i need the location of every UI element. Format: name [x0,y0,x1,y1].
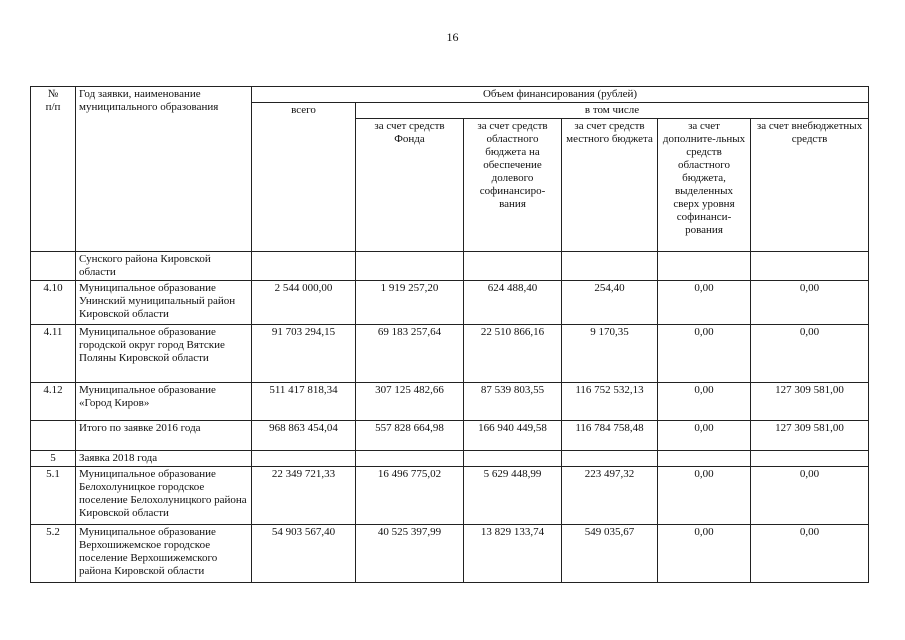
row-num: 5.1 [31,467,76,525]
row-local [562,451,658,467]
row-fund [356,252,464,281]
row-name: Муниципальное образование Верхошижемское городское поселение Верхошижемского района Кировской области [76,525,252,583]
funding-table [30,86,869,583]
row-total: 968 863 454,04 [252,421,356,451]
header-including: в том числе [356,103,869,119]
row-extra-budget [751,252,869,281]
row-num: 4.12 [31,383,76,421]
header-regional-share: за счет средств областного бюджета на обеспечение долевого софинансиро-вания [464,119,562,252]
row-regional-share: 13 829 133,74 [464,525,562,583]
table-row-section [31,451,869,467]
row-name: Муниципальное образование Унинский муниципальный район Кировской области [76,281,252,325]
row-regional-extra: 0,00 [658,421,751,451]
table-row-total [31,421,869,451]
row-name: Сунского района Кировской области [76,252,252,281]
row-extra-budget: 0,00 [751,525,869,583]
header-funding-title: Объем финансирования (рублей) [252,87,869,103]
table-row [31,281,869,325]
row-extra-budget: 0,00 [751,325,869,383]
header-extra-budget: за счет внебюджетных средств [751,119,869,252]
header-num: № п/п [31,87,76,252]
row-total: 511 417 818,34 [252,383,356,421]
row-name: Муниципальное образование городской округ город Вятские Поляны Кировской области [76,325,252,383]
row-num [31,421,76,451]
row-regional-share: 5 629 448,99 [464,467,562,525]
row-regional-share: 22 510 866,16 [464,325,562,383]
row-local: 549 035,67 [562,525,658,583]
row-fund [356,451,464,467]
table-row [31,525,869,583]
row-name: Итого по заявке 2016 года [76,421,252,451]
row-regional-extra: 0,00 [658,325,751,383]
row-regional-share [464,252,562,281]
header-local: за счет средств местного бюджета [562,119,658,252]
header-regional-extra: за счет дополните-льных средств областного бюджета, выделенных сверх уровня софинанси-рования [658,119,751,252]
row-name: Заявка 2018 года [76,451,252,467]
row-regional-extra: 0,00 [658,467,751,525]
row-name: Муниципальное образование Белохолуницкое городское поселение Белохолуницкого района Кировской области [76,467,252,525]
row-local [562,252,658,281]
page-number: 16 [446,30,459,44]
row-regional-extra [658,252,751,281]
header-fund: за счет средств Фонда [356,119,464,252]
row-local: 9 170,35 [562,325,658,383]
table-row [31,252,869,281]
row-total: 22 349 721,33 [252,467,356,525]
table-row [31,325,869,383]
row-name: Муниципальное образование «Город Киров» [76,383,252,421]
row-local: 116 752 532,13 [562,383,658,421]
row-total: 91 703 294,15 [252,325,356,383]
row-regional-extra [658,451,751,467]
row-fund: 307 125 482,66 [356,383,464,421]
row-regional-share [464,451,562,467]
row-num: 5.2 [31,525,76,583]
row-fund: 69 183 257,64 [356,325,464,383]
row-extra-budget: 0,00 [751,467,869,525]
row-fund: 1 919 257,20 [356,281,464,325]
row-local: 223 497,32 [562,467,658,525]
row-regional-share: 166 940 449,58 [464,421,562,451]
table-row [31,467,869,525]
row-num: 4.10 [31,281,76,325]
row-total [252,252,356,281]
row-total: 2 544 000,00 [252,281,356,325]
row-fund: 16 496 775,02 [356,467,464,525]
row-regional-share: 624 488,40 [464,281,562,325]
row-local: 254,40 [562,281,658,325]
table-row [31,383,869,421]
row-extra-budget: 0,00 [751,281,869,325]
row-num: 4.11 [31,325,76,383]
row-extra-budget [751,451,869,467]
row-fund: 40 525 397,99 [356,525,464,583]
row-total [252,451,356,467]
row-extra-budget: 127 309 581,00 [751,383,869,421]
row-num [31,252,76,281]
row-extra-budget: 127 309 581,00 [751,421,869,451]
row-regional-extra: 0,00 [658,281,751,325]
row-fund: 557 828 664,98 [356,421,464,451]
header-total: всего [252,103,356,252]
row-num: 5 [31,451,76,467]
row-total: 54 903 567,40 [252,525,356,583]
header-name: Год заявки, наименование муниципального образования [76,87,252,252]
row-regional-share: 87 539 803,55 [464,383,562,421]
row-regional-extra: 0,00 [658,525,751,583]
row-local: 116 784 758,48 [562,421,658,451]
row-regional-extra: 0,00 [658,383,751,421]
